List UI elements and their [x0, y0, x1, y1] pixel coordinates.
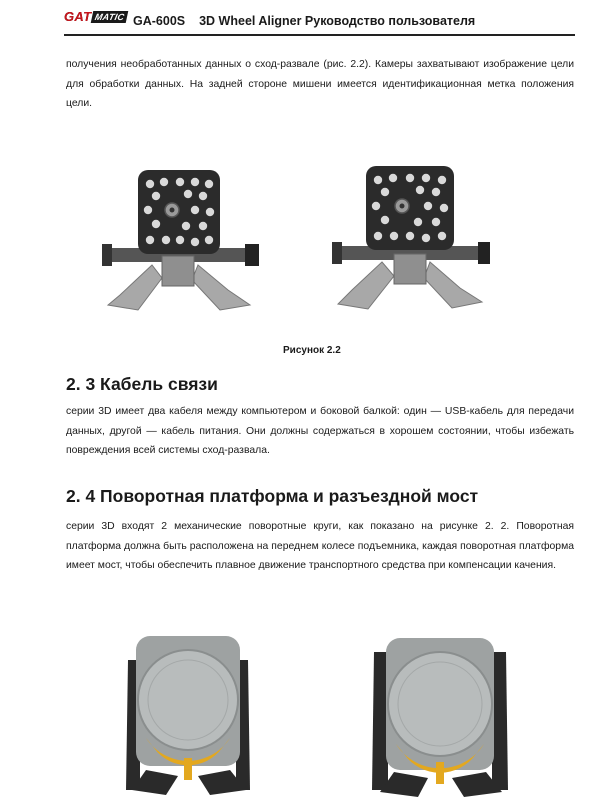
turntable-image-right — [368, 634, 512, 797]
clamp-arm-right — [192, 265, 250, 310]
section-2-3-body: серии 3D имеет два кабеля между компьютером и боковой балкой: один — USB-кабель для передачи данных, другой — кабель питания. Они должны содержаться в хорошем состоянии, чтобы избежать повреждения всей системы сход-развала. — [66, 406, 574, 456]
section-2-4-heading: 2. 4 Поворотная платформа и разъездной мост — [66, 486, 479, 506]
section-2-3-heading: 2. 3 Кабель связи — [66, 374, 218, 394]
section-2-4-body: серии 3D входят 2 механические поворотные круги, как показано на рисунке 2. 2. Поворотная платформа должна быть расположена на переднем колесе подъемника, каждая поворотная платформа имеет мост, чтобы обеспечить плавное движение транспортного средства при компенсации качения. — [66, 521, 574, 571]
logo-text-gat: GAT — [64, 9, 92, 24]
clamp-arm-left — [108, 265, 162, 310]
turntable-frame-left — [372, 652, 388, 790]
wheel-target-image-left — [100, 160, 270, 325]
figure-caption: Рисунок 2.2 — [283, 345, 341, 356]
header-title-text: 3D Wheel Aligner Руководство пользователя — [199, 14, 476, 28]
wheel-target-image-right — [330, 162, 500, 327]
turntable-disc — [138, 650, 238, 750]
turntable-image-left — [118, 630, 258, 797]
turntable-frame-right — [492, 652, 508, 790]
header-title — [133, 14, 475, 28]
header-model: GA-600S — [133, 14, 186, 28]
clamp-arm-left — [338, 262, 394, 309]
clamp-arm-right — [424, 262, 482, 308]
intro-paragraph: получения необработанных данных о сход-развале (рис. 2.2). Камеры захватывают изображение цели для обработки данных. На задней стороне мишени имеется идентификационная метка положения цели. — [66, 59, 574, 109]
header-divider — [64, 34, 575, 36]
header-logo — [64, 8, 128, 25]
logo-text-matic: MATIC — [91, 11, 129, 23]
turntable-disc — [388, 652, 492, 756]
